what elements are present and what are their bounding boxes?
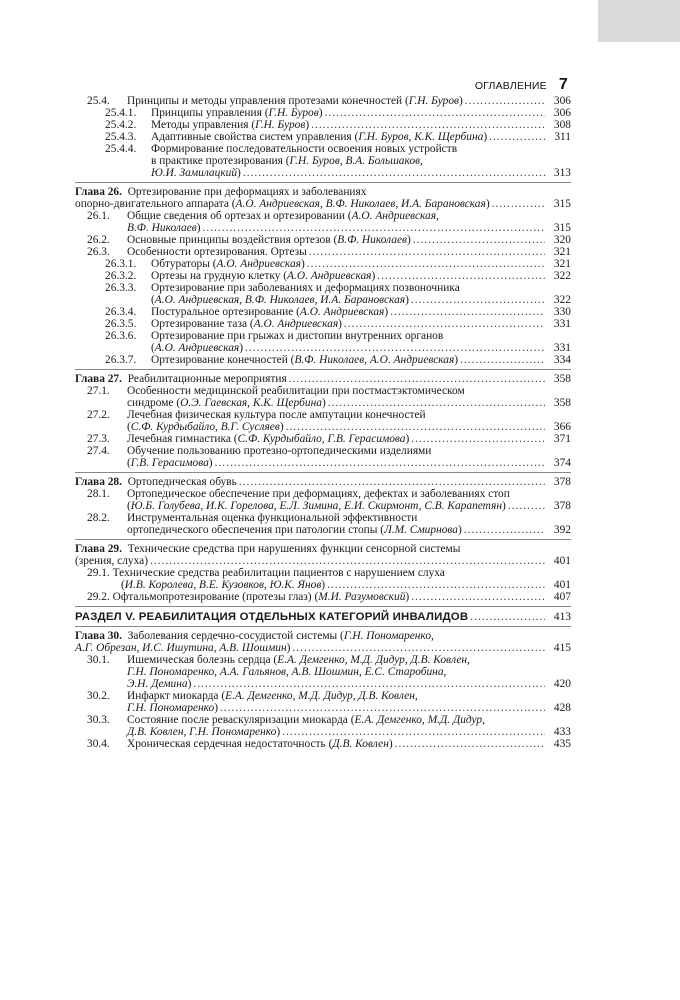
toc-entry[interactable]: 25.4.4. Формирование последовательности освоения новых устройств в практике протезирования (Г.Н. Буров, В.А. Большаков, Ю.И. Замилацкий) ..... 313 — [75, 143, 571, 179]
toc-entry[interactable]: 25.4. Принципы и методы управления протезами конечностей (Г.Н. Буров) ..... 306 — [75, 95, 571, 107]
running-title: ОГЛАВЛЕНИЕ — [474, 80, 547, 92]
toc-entry[interactable]: 27.1. Особенности медицинской реабилитации при постмастэктомическом синдроме (О.Э. Гаевская, К.К. Щербина) ..... 358 — [75, 385, 571, 409]
page-number: 7 — [558, 76, 568, 93]
divider — [75, 539, 571, 540]
side-tab — [598, 0, 680, 42]
toc-entry[interactable]: 30.4. Хроническая сердечная недостаточность (Д.В. Ковлен) ..... 435 — [75, 738, 571, 750]
divider — [75, 182, 571, 183]
toc-entry[interactable]: 26.3.3. Ортезирование при заболеваниях и деформациях позвоночника (А.О. Андриевская, В.Ф. Николаев, И.А. Барановская) ..... 322 — [75, 282, 571, 306]
toc-entry[interactable]: 30.3. Состояние после реваскуляризации миокарда (Е.А. Демгенко, М.Д. Дидур, Д.В. Ковлен, Г.Н. Пономаренко) ..... 433 — [75, 714, 571, 738]
toc-entry[interactable]: 25.4.2. Методы управления (Г.Н. Буров) ..... 308 — [75, 119, 571, 131]
divider — [75, 472, 571, 473]
toc-entry[interactable]: 26.3.5. Ортезирование таза (А.О. Андриевская) ..... 331 — [75, 318, 571, 330]
toc-entry[interactable]: 26.3.4. Постуральное ортезирование (А.О. Андриевская) ..... 330 — [75, 306, 571, 318]
toc-entry[interactable]: 29.1. Технические средства реабилитации пациентов с нарушением слуха (И.В. Королева, В.Е. Кузовков, Ю.К. Янов) ..... 401 — [75, 567, 571, 591]
toc-entry[interactable]: 26.3.1. Обтураторы (А.О. Андриевская) ..... 321 — [75, 258, 571, 270]
toc-entry[interactable]: 26.3. Особенности ортезирования. Ортезы ..... 321 — [75, 246, 571, 258]
toc-entry[interactable]: 27.4. Обучение пользованию протезно-ортопедическими изделиями (Г.В. Герасимова) ..... 374 — [75, 445, 571, 469]
toc-entry[interactable]: 30.2. Инфаркт миокарда (Е.А. Демгенко, М.Д. Дидур, Д.В. Ковлен, Г.Н. Пономаренко) ..... 428 — [75, 690, 571, 714]
toc-entry[interactable]: 26.3.2. Ортезы на грудную клетку (А.О. Андриевская) ..... 322 — [75, 270, 571, 282]
toc-entry[interactable]: 26.1. Общие сведения об ортезах и ортезировании (А.О. Андриевская, В.Ф. Николаев) ..... 315 — [75, 210, 571, 234]
toc-section[interactable]: РАЗДЕЛ V. РЕАБИЛИТАЦИЯ ОТДЕЛЬНЫХ КАТЕГОРИЙ ИНВАЛИДОВ ..... 413 — [75, 611, 571, 623]
toc-entry[interactable]: 26.3.7. Ортезирование конечностей (В.Ф. Николаев, А.О. Андриевская) ..... 334 — [75, 354, 571, 366]
toc-entry[interactable]: 29.2. Офтальмопротезирование (протезы глаз) (М.И. Разумовский) ..... 407 — [75, 591, 571, 603]
divider — [75, 369, 571, 370]
table-of-contents — [75, 95, 571, 750]
toc-entry[interactable]: 25.4.3. Адаптивные свойства систем управления (Г.Н. Буров, К.К. Щербина) ..... 311 — [75, 131, 571, 143]
toc-entry[interactable]: 27.2. Лечебная физическая культура после ампутации конечностей (С.Ф. Курдыбайло, В.Г. Сусляев) ..... 366 — [75, 409, 571, 433]
toc-chapter[interactable]: Глава 26. Ортезирование при деформациях и заболеваниях опорно-двигательного аппарата (А.О. Андриевская, В.Ф. Николаев, И.А. Барановская) ..... 315 — [75, 186, 571, 210]
toc-entry[interactable]: 25.4.1. Принципы управления (Г.Н. Буров) ..... 306 — [75, 107, 571, 119]
toc-chapter[interactable]: Глава 30. Заболевания сердечно-сосудистой системы (Г.Н. Пономаренко, А.Г. Обрезан, И.С. Ишутина, А.В. Шошмин) ..... 415 — [75, 630, 571, 654]
toc-entry[interactable]: 26.3.6. Ортезирование при грыжах и дистопии внутренних органов (А.О. Андриевская) ..... 331 — [75, 330, 571, 354]
divider — [75, 606, 571, 607]
toc-entry[interactable]: 28.2. Инструментальная оценка функциональной эффективности ортопедического обеспечения при патологии стопы (Л.М. Смирнова) ..... 392 — [75, 512, 571, 536]
toc-chapter[interactable]: Глава 27. Реабилитационные мероприятия ..... 358 — [75, 373, 571, 385]
toc-entry[interactable]: 26.2. Основные принципы воздействия ортезов (В.Ф. Николаев) ..... 320 — [75, 234, 571, 246]
toc-chapter[interactable]: Глава 29. Технические средства при нарушениях функции сенсорной системы (зрения, слуха) ..... 401 — [75, 543, 571, 567]
toc-entry[interactable]: 30.1. Ишемическая болезнь сердца (Е.А. Демгенко, М.Д. Дидур, Д.В. Ковлен, Г.Н. Пономаренко, А.А. Гальянов, А.В. Шошмин, Е.С. Старобина, Э.Н. Демина) ..... 420 — [75, 654, 571, 690]
toc-entry[interactable]: 28.1. Ортопедическое обеспечение при деформациях, дефектах и заболеваниях стоп (Ю.Б. Голубева, И.К. Горелова, Е.Л. Зимина, Е.И. Скирмонт, С.В. Карапетян) ..... 378 — [75, 488, 571, 512]
divider — [75, 626, 571, 627]
toc-entry[interactable]: 27.3. Лечебная гимнастика (С.Ф. Курдыбайло, Г.В. Герасимова) ..... 371 — [75, 433, 571, 445]
toc-chapter[interactable]: Глава 28. Ортопедическая обувь ..... 378 — [75, 476, 571, 488]
running-head — [475, 76, 568, 94]
